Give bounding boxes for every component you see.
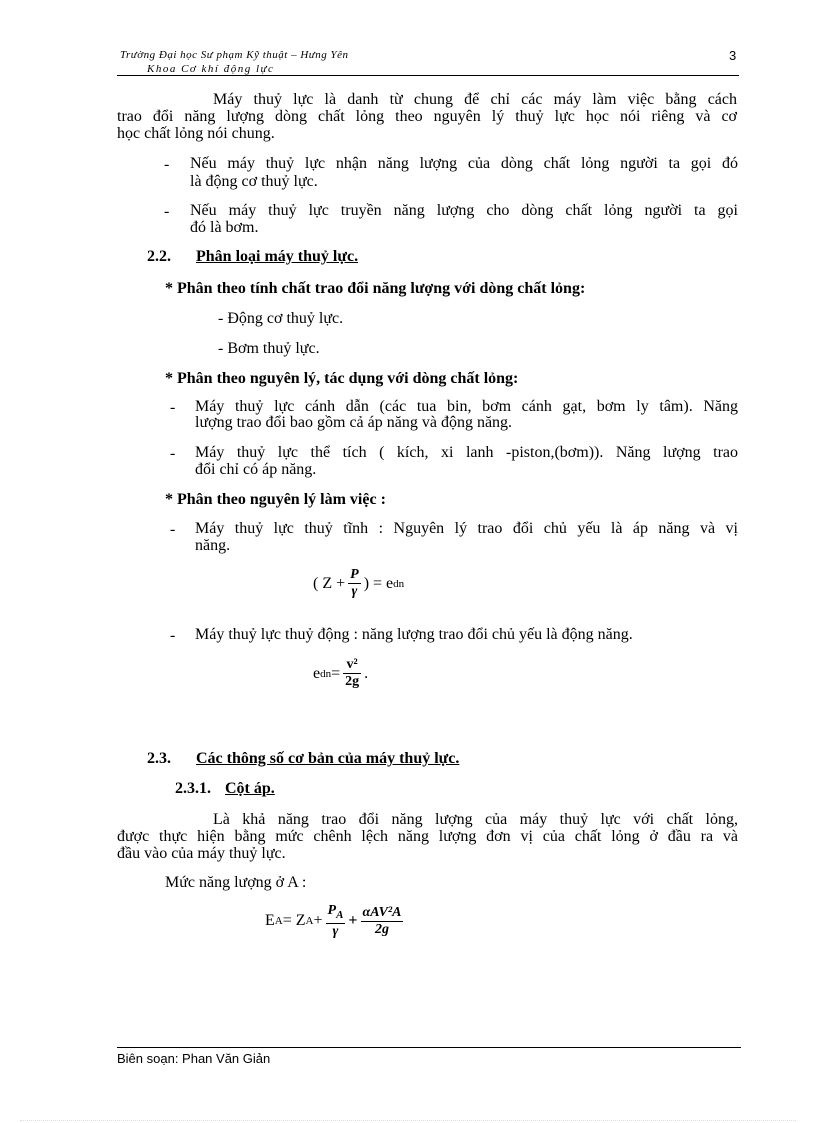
class3-static-line-2: năng. <box>195 537 231 554</box>
class2-heading: * Phân theo nguyên lý, tác dụng với dòng chất lỏng: <box>165 370 519 387</box>
eq1-open: ( Z + <box>313 574 346 592</box>
eq3-mid: = Z <box>282 912 306 930</box>
section-2-2-number: 2.2. <box>147 248 171 265</box>
eq3-denominator-2: 2g <box>375 921 389 937</box>
bullet-dash: - <box>164 156 170 173</box>
eq1-close: ) = e <box>363 574 394 592</box>
eq1-denominator: γ <box>351 584 358 599</box>
bullet-a2-line-1: Nếu máy thuỷ lực truyền năng lượng cho dòng chất lỏng người ta gọi <box>190 202 738 219</box>
equation-static-head <box>313 567 404 600</box>
section-2-3-number: 2.3. <box>147 750 171 767</box>
eq3-denominator-1: γ <box>332 923 339 939</box>
section-2-3-1-number: 2.3.1. <box>175 780 211 797</box>
equation-dynamic-head <box>313 657 368 690</box>
head-para-line-3: đầu vào của máy thuỷ lực. <box>117 845 286 862</box>
head-para-line-1: Là khả năng trao đổi năng lượng của máy thuỷ lực với chất lỏng, <box>213 811 738 828</box>
class3-dynamic-line-1: Máy thuỷ lực thuỷ động : năng lượng trao đổi chủ yếu là động năng. <box>195 626 633 643</box>
footer-rule <box>117 1047 741 1048</box>
eq3-numerator-1: $P_A$ <box>327 903 344 921</box>
section-2-2-title: Phân loại máy thuỷ lực. <box>196 248 359 265</box>
class1-item-2: - Bơm thuỷ lực. <box>218 340 320 357</box>
class3-static-line-1: Máy thuỷ lực thuỷ tĩnh : Nguyên lý trao đổi chủ yếu là áp năng và vị <box>195 520 738 537</box>
eq3-fraction-2 <box>361 905 404 938</box>
class1-item-1: - Động cơ thuỷ lực. <box>218 310 344 327</box>
eq2-denominator: 2g <box>345 674 360 689</box>
section-2-3-1-title: Cột áp. <box>225 780 275 797</box>
eq3-fraction-1 <box>326 903 346 940</box>
page-edge-dots <box>20 1120 796 1121</box>
class2-item-2-line-2: đổi chỉ có áp năng. <box>195 461 317 478</box>
eq2-tail: . <box>364 664 369 682</box>
header-school: Trường Đại học Sư phạm Kỹ thuật – Hưng Yên <box>120 49 349 61</box>
bullet-a1-line-1: Nếu máy thuỷ lực nhận năng lượng của dòng chất lỏng người ta gọi đó <box>190 155 738 172</box>
header-faculty: Khoa Cơ khí động lực <box>147 63 275 75</box>
class1-heading: * Phân theo tính chất trao đổi năng lượng với dòng chất lỏng: <box>165 280 586 297</box>
head-para-line-2: được thực hiện bằng mức chênh lệch năng lượng đơn vị của chất lỏng ở đầu ra và <box>117 828 738 845</box>
eq3-lhs: E <box>265 912 275 930</box>
equation-energy-a <box>265 903 406 940</box>
bullet-dash: - <box>164 203 170 220</box>
bullet-a2-line-2: đó là bơm. <box>190 219 259 236</box>
bullet-dash: - <box>170 627 176 644</box>
bullet-dash: - <box>170 445 176 462</box>
bullet-dash: - <box>170 521 176 538</box>
intro-line-3: học chất lỏng nói chung. <box>117 125 275 142</box>
eq3-mid-sub: A <box>305 915 314 928</box>
eq3-lhs-sub: A <box>274 915 283 928</box>
eq3-numerator-2: αAV²A <box>362 904 402 920</box>
energy-label: Mức năng lượng ở A : <box>165 874 307 891</box>
header-rule <box>117 75 739 76</box>
eq3-plus-2: + <box>348 912 358 930</box>
bullet-dash: - <box>170 399 176 416</box>
eq2-lhs: e <box>313 664 321 682</box>
class2-item-1-line-1: Máy thuỷ lực cánh dẫn (các tua bin, bơm cánh gạt, bơm ly tâm). Năng <box>195 398 738 415</box>
class2-item-2-line-1: Máy thuỷ lực thể tích ( kích, xi lanh -piston,(bơm)). Năng lượng trao <box>195 444 738 461</box>
eq3-plus-1: + <box>313 912 323 930</box>
eq1-subscript: dn <box>393 577 405 590</box>
intro-line-2: trao đổi năng lượng dòng chất lỏng theo nguyên lý thuỷ lực học nói riêng và cơ <box>117 108 737 125</box>
bullet-a1-line-2: là động cơ thuỷ lực. <box>190 173 318 190</box>
eq2-fraction <box>343 657 361 690</box>
intro-line-1: Máy thuỷ lực là danh từ chung để chỉ các máy làm việc bằng cách <box>213 91 737 108</box>
eq2-subscript: dn <box>320 667 332 680</box>
eq2-numerator: v² <box>346 657 358 672</box>
section-2-3-title: Các thông số cơ bản của máy thuỷ lực. <box>196 750 460 767</box>
class3-heading: * Phân theo nguyên lý làm việc : <box>165 491 386 508</box>
page-number: 3 <box>729 48 737 63</box>
class2-item-1-line-2: lượng trao đổi bao gồm cả áp năng và động năng. <box>195 414 513 431</box>
eq1-fraction <box>348 567 361 600</box>
footer-author: Biên soạn: Phan Văn Giản <box>117 1051 271 1066</box>
eq1-numerator: P <box>350 567 359 582</box>
eq2-equals: = <box>331 664 341 682</box>
